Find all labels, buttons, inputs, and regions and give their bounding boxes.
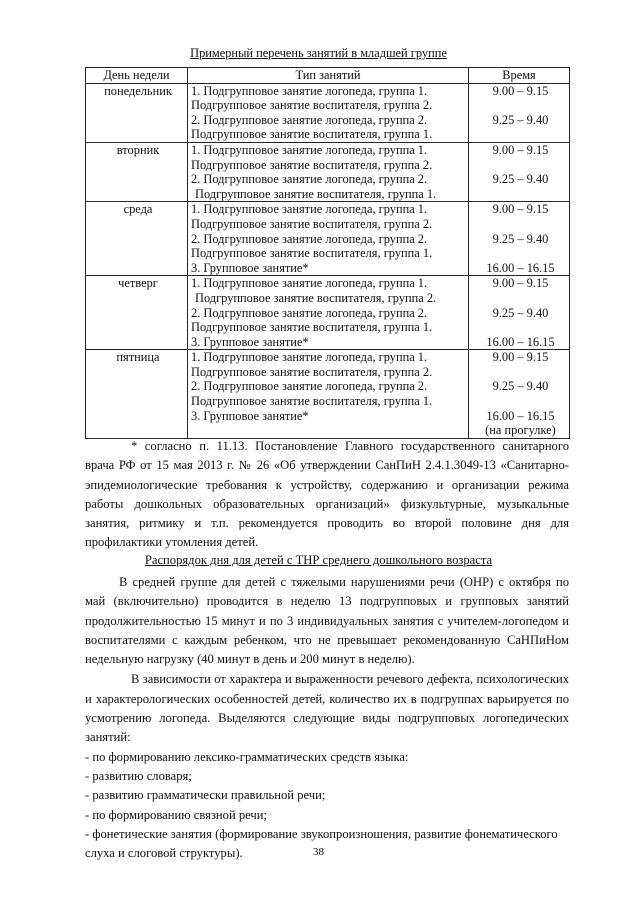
table-row <box>86 276 570 350</box>
activity-cell <box>188 142 469 201</box>
time-line <box>472 246 569 261</box>
schedule-body <box>86 83 570 438</box>
schedule-table <box>85 67 570 439</box>
time-line: 9.00 – 9.15 <box>492 202 549 217</box>
activity-line: Подгрупповое занятие воспитателя, группа 1. <box>191 320 433 335</box>
time-line: 9.25 – 9.40 <box>492 112 549 127</box>
day-cell: пятница <box>86 350 188 439</box>
header-time: Время <box>469 68 570 84</box>
table-row <box>86 142 570 201</box>
activity-line: Подгрупповое занятие воспитателя, группа 1. <box>191 394 433 409</box>
time-line <box>472 365 569 380</box>
list-item: - по формированию связной речи; <box>85 807 268 822</box>
time-line: 9.00 – 9.15 <box>492 142 549 157</box>
activity-line: 3. Групповое занятие* <box>191 334 309 349</box>
time-line: 9.25 – 9.40 <box>492 172 549 187</box>
day-cell: понедельник <box>86 83 188 142</box>
footnote-text: * согласно п. 11.13. Постановление Главного государственного санитарного врача РФ от 15 мая 2013 г. № 26 «Об утверждении СанПиН 2.4.1.3049-13 «Санитарно-эпидемиологические требования к устройству, содержанию и организации режима работы дошкольных образовательных организаций» физкультурные, музыкальные занятия, ритмику и т.п. рекомендуется проводить во второй половине дня для профилактики утомления детей. <box>85 439 569 550</box>
header-day: День недели <box>86 68 188 84</box>
header-type: Тип занятий <box>188 68 469 84</box>
activity-line: 1. Подгрупповое занятие логопеда, группа 1. <box>191 276 428 291</box>
page-number: 38 <box>313 846 324 858</box>
time-line: 9.25 – 9.40 <box>492 231 549 246</box>
time-line <box>472 394 569 409</box>
activity-cell <box>188 202 469 276</box>
list-item: - по формированию лексико-грамматических средств языка: <box>85 749 409 764</box>
body-text <box>85 573 569 863</box>
time-cell <box>469 142 570 201</box>
paragraph-2: В зависимости от характера и выраженности речевого дефекта, психологических и характерологических особенностей детей, количество их в подгруппах варьируется по усмотрению логопеда. Выделяются следующие виды подгрупповых логопедических занятий: <box>85 672 569 745</box>
time-line: 9.25 – 9.40 <box>492 305 549 320</box>
day-cell: вторник <box>86 142 188 201</box>
activity-cell <box>188 83 469 142</box>
time-line <box>472 217 569 232</box>
activity-line: 1. Подгрупповое занятие логопеда, группа 1. <box>191 142 428 157</box>
time-line: 16.00 – 16.15 <box>486 408 555 423</box>
table-title: Примерный перечень занятий в младшей группе <box>190 46 447 60</box>
activity-line: 2. Подгрупповое занятие логопеда, группа 2. <box>191 172 428 187</box>
time-line <box>472 158 569 173</box>
time-line <box>472 98 569 113</box>
time-line <box>472 291 569 306</box>
paragraph-1: В средней группе для детей с тяжелыми нарушениями речи (ОНР) с октября по май (включительно) проводится в неделю 13 подгрупповых и групповых занятий продолжительностью 15 минут и по 3 индивидуальных занятия с учителем-логопедом и воспитателями с каждым ребенком, что не превышает рекомендованную СаНПиНом недельную нагрузку (40 минут в день и 200 минут в неделю). <box>85 575 569 667</box>
table-header-row <box>86 68 570 84</box>
activity-line: 1. Подгрупповое занятие логопеда, группа 1. <box>191 202 428 217</box>
activity-line: Подгрупповое занятие воспитателя, группа 2. <box>195 290 437 305</box>
time-line <box>472 127 569 142</box>
activity-line: Подгрупповое занятие воспитателя, группа 1. <box>195 186 437 201</box>
activity-line: Подгрупповое занятие воспитателя, группа 2. <box>191 98 433 113</box>
day-cell: четверг <box>86 276 188 350</box>
time-line: 9.00 – 9.15 <box>492 83 549 98</box>
time-line: 9.00 – 9.15 <box>492 350 549 365</box>
activity-line <box>191 423 468 438</box>
time-cell <box>469 350 570 439</box>
footnote <box>85 437 569 553</box>
activity-line: Подгрупповое занятие воспитателя, группа 1. <box>191 127 433 142</box>
time-line <box>472 187 569 202</box>
list-item: - развитию грамматически правильной речи; <box>85 788 326 803</box>
time-cell <box>469 83 570 142</box>
activity-line: 1. Подгрупповое занятие логопеда, группа 1. <box>191 83 428 98</box>
activity-cell <box>188 350 469 439</box>
activity-line: 2. Подгрупповое занятие логопеда, группа 2. <box>191 112 428 127</box>
time-cell <box>469 276 570 350</box>
day-cell: среда <box>86 202 188 276</box>
table-row <box>86 202 570 276</box>
time-line: 16.00 – 16.15 <box>486 334 555 349</box>
time-line: 9.25 – 9.40 <box>492 379 549 394</box>
activity-line: Подгрупповое занятие воспитателя, группа 2. <box>191 157 433 172</box>
list-item: - развитию словаря; <box>85 768 192 783</box>
activity-line: 3. Групповое занятие* <box>191 408 309 423</box>
time-line <box>472 320 569 335</box>
table-row <box>86 83 570 142</box>
activity-line: 1. Подгрупповое занятие логопеда, группа 1. <box>191 350 428 365</box>
activity-cell <box>188 276 469 350</box>
activity-line: Подгрупповое занятие воспитателя, группа 1. <box>191 246 433 261</box>
table-row <box>86 350 570 439</box>
section-title: Распорядок дня для детей с ТНР среднего дошкольного возраста <box>144 553 493 567</box>
activity-line: Подгрупповое занятие воспитателя, группа 2. <box>191 364 433 379</box>
activity-line: 2. Подгрупповое занятие логопеда, группа 2. <box>191 305 428 320</box>
activity-line: Подгрупповое занятие воспитателя, группа 2. <box>191 216 433 231</box>
activity-line: 2. Подгрупповое занятие логопеда, группа 2. <box>191 379 428 394</box>
time-cell <box>469 202 570 276</box>
time-line: (на прогулке) <box>485 423 556 438</box>
list-item: - фонетические занятия (формирование звукопроизношения, развитие фонематического слуха и слоговой структуры). <box>85 826 558 861</box>
activity-line: 2. Подгрупповое занятие логопеда, группа 2. <box>191 231 428 246</box>
activity-line: 3. Групповое занятие* <box>191 260 309 275</box>
time-line: 9.00 – 9.15 <box>492 276 549 291</box>
time-line: 16.00 – 16.15 <box>486 260 555 275</box>
